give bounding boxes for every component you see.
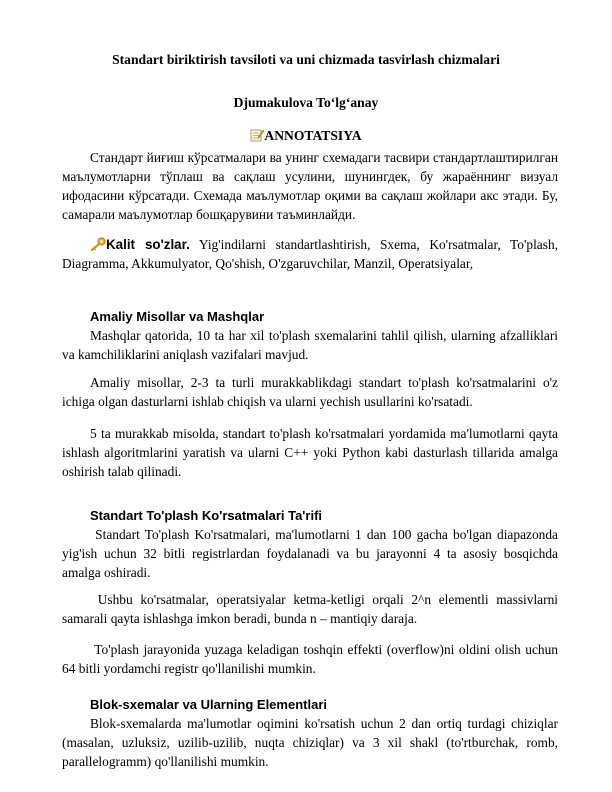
keywords-paragraph xyxy=(62,235,558,273)
section3-paragraph1 xyxy=(62,714,558,771)
abstract-text: Стандарт йиғиш кўрсатмалари ва унинг схемадаги тасвири стандартлаштирилган маълумотларни тўплаш ва сақлаш усулини, шунингдек, бу жараённинг визуал ифодасини кўрсатади. Схемада маълумотлар оқими ва сақлаш жойлари акс этади. Бу, самарали маълумотлар бошқарувини таъминлайди. xyxy=(62,150,558,222)
memo-icon xyxy=(250,128,264,142)
abstract-heading-text: ANNOTATSIYA xyxy=(264,128,362,143)
section3-paragraph1-text: Blok-sxemalarda ma'lumotlar oqimini ko'rsatish uchun 2 dan ortiq turdagi chiziqlar (masalan, uzluksiz, uzilib-uzilib, nuqta chiziqlar) va 3 xil shakl (to'rtburchak, romb, parallelogramm) qo'llanilishi mumkin. xyxy=(62,716,558,769)
section2-paragraph2-text: Ushbu ko'rsatmalar, operatsiyalar ketma-ketligi orqali 2^n elementli massivlarni samarali qayta ishlashga imkon beradi, bunda n – mantiqiy daraja. xyxy=(62,592,558,626)
section2-paragraph3-text: To'plash jarayonida yuzaga keladigan toshqin effekti (overflow)ni oldini olish uchun 64 bitli yordamchi registr qo'llanilishi mumkin. xyxy=(62,642,558,676)
document-title: Standart biriktirish tavsiloti va uni chizmada tasvirlash chizmalari xyxy=(112,52,500,67)
section1-paragraph1 xyxy=(62,326,558,364)
author-name: Djumakulova To‘lg‘anay xyxy=(233,95,379,110)
section1-paragraph1-text: Mashqlar qatorida, 10 ta har xil to'plash sxemalarini tahlil qilish, ularning afzalliklari va kamchiliklarini aniqlash vazifalari mavjud. xyxy=(62,328,558,362)
section2-paragraph3 xyxy=(62,640,558,678)
section1-paragraph2 xyxy=(62,373,558,411)
abstract-heading xyxy=(0,128,612,144)
section-heading-definition: Standart To'plash Ko'rsatmalari Ta'rifi xyxy=(90,508,323,523)
section2-paragraph1-text: Standart To'plash Ko'rsatmalari, ma'lumotlarni 1 dan 100 gacha bo'lgan diapazonda yig'ish uchun 32 bitli registrlardan foydalanadi va bu jarayonni 4 ta asosiy bosqichda amalga oshiradi. xyxy=(62,527,558,580)
keywords-label: Kalit so'zlar. xyxy=(106,237,190,252)
section2-paragraph2 xyxy=(62,590,558,628)
key-icon xyxy=(90,237,106,251)
abstract-paragraph xyxy=(62,148,558,224)
section-heading-examples: Amaliy Misollar va Mashqlar xyxy=(90,309,265,324)
section1-paragraph2-text: Amaliy misollar, 2-3 ta turli murakkablikdagi standart to'plash ko'rsatmalarini o'z ichiga olgan dasturlarni ishlab chiqish va ularni yechish usullarini ko'rsatadi. xyxy=(62,375,558,409)
keywords-text: Yig'indilarni standartlashtirish, Sxema, Ko'rsatmalar, To'plash, Diagramma, Akkumulyator, Qo'shish, O'zgaruvchilar, Manzil, Operatsiyalar, xyxy=(62,237,559,271)
section1-paragraph3 xyxy=(62,424,558,481)
section-heading-blocks: Blok-sxemalar va Ularning Elementlari xyxy=(90,697,327,712)
section2-paragraph1 xyxy=(62,525,558,582)
section1-paragraph3-text: 5 ta murakkab misolda, standart to'plash ko'rsatmalari yordamida ma'lumotlarni qayta ishlash algoritmlarini yaratish va ularni C++ yoki Python kabi dasturlash tillarida amalga oshirish talab qilinadi. xyxy=(62,426,558,479)
